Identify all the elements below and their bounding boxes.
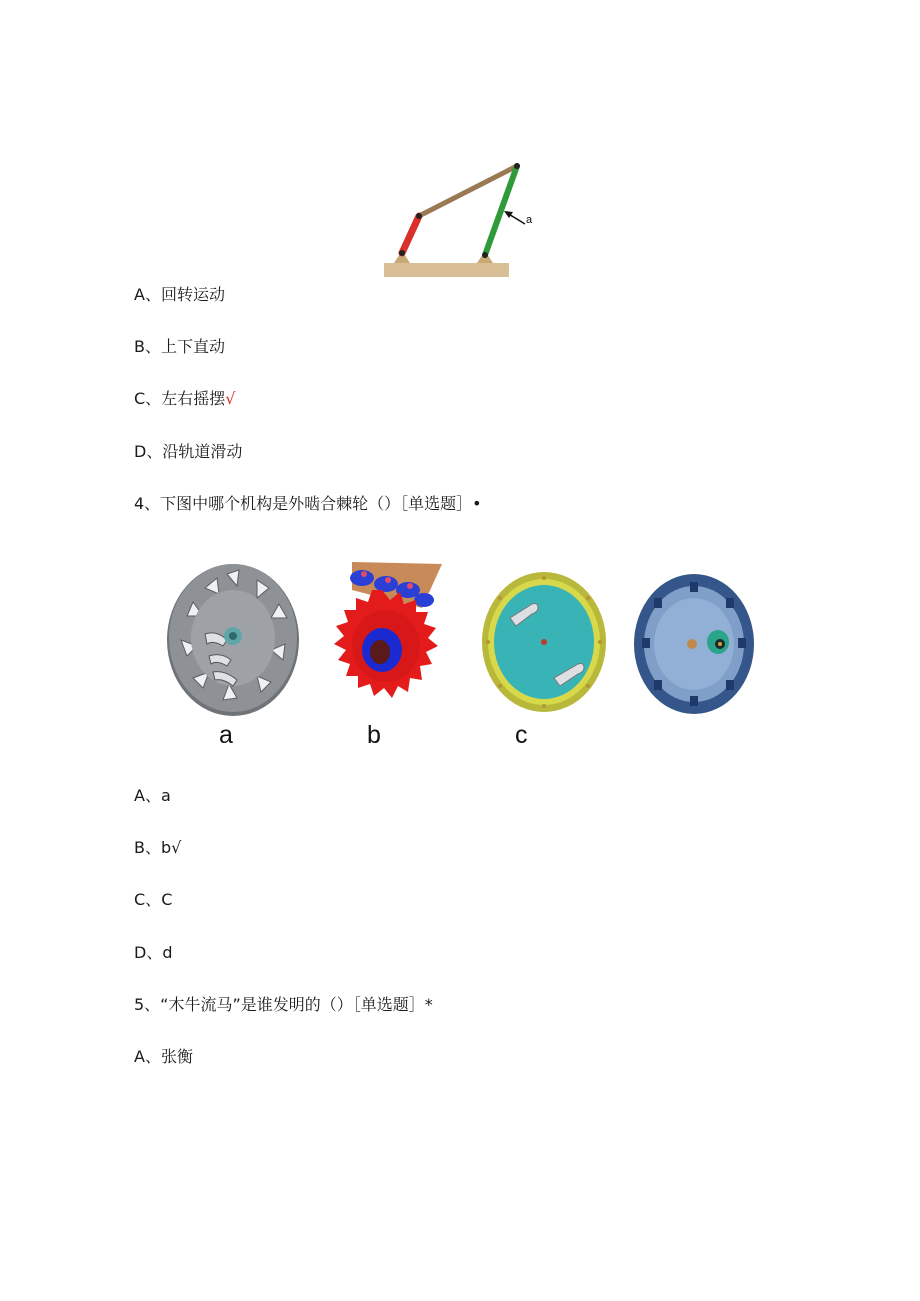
option-c[interactable] <box>134 389 235 409</box>
option-letter: D <box>134 943 147 962</box>
option-a[interactable] <box>134 786 171 806</box>
image-label-b: b <box>367 721 381 749</box>
joint <box>399 250 405 256</box>
image-label-a: a <box>219 721 233 749</box>
question-4-title: 4、下图中哪个机构是外啮合棘轮（）［单选题］• <box>134 494 482 513</box>
option-text: 沿轨道滑动 <box>162 442 243 461</box>
correct-check-mark: √ <box>171 838 182 857</box>
option-b[interactable] <box>134 337 225 357</box>
option-separator: 、 <box>146 442 163 461</box>
option-letter: A <box>134 786 145 805</box>
option-b[interactable] <box>134 838 181 858</box>
joint <box>514 163 520 169</box>
option-letter: C <box>134 890 146 909</box>
option-a[interactable] <box>134 285 225 305</box>
question-5-title: 5、“木牛流马”是谁发明的（）［单选题］* <box>134 995 433 1014</box>
ratchet-b-image <box>320 560 450 720</box>
option-text: C <box>161 890 173 909</box>
option-letter: B <box>134 838 145 857</box>
option-separator: 、 <box>144 285 161 304</box>
ratchet-a-image <box>165 560 305 720</box>
option-separator: 、 <box>144 337 161 356</box>
option-text: 张衡 <box>160 1047 193 1066</box>
linkage-base <box>384 263 509 277</box>
option-text: b <box>161 838 172 857</box>
four-bar-linkage-figure <box>380 155 540 280</box>
option-letter: C <box>134 389 146 408</box>
option-c[interactable] <box>134 890 172 910</box>
crank-link-red <box>402 216 419 253</box>
option-separator: 、 <box>144 786 161 805</box>
option-text: 左右摇摆 <box>161 389 226 408</box>
arrow-head-icon <box>504 211 513 218</box>
option-separator: 、 <box>145 890 162 909</box>
option-d[interactable] <box>134 442 242 462</box>
ratchet-c-image <box>480 568 610 718</box>
option-separator: 、 <box>145 389 162 408</box>
option-text: d <box>162 943 173 962</box>
option-d[interactable] <box>134 943 173 963</box>
option-separator: 、 <box>144 838 161 857</box>
ratchet-d-image <box>632 568 757 718</box>
correct-check-mark: √ <box>225 389 236 408</box>
option-text: 上下直动 <box>161 337 226 356</box>
image-label-c: c <box>515 721 528 749</box>
option-letter: A <box>134 1047 145 1066</box>
option-text: a <box>160 786 171 805</box>
option-letter: D <box>134 442 147 461</box>
option-separator: 、 <box>146 943 163 962</box>
option-text: 回转运动 <box>160 285 225 304</box>
option-separator: 、 <box>144 1047 161 1066</box>
pointer-label: a <box>526 214 533 226</box>
option-letter: A <box>134 285 145 304</box>
joint <box>482 252 488 258</box>
option-a[interactable] <box>134 1047 193 1067</box>
option-letter: B <box>134 337 145 356</box>
joint <box>416 213 422 219</box>
